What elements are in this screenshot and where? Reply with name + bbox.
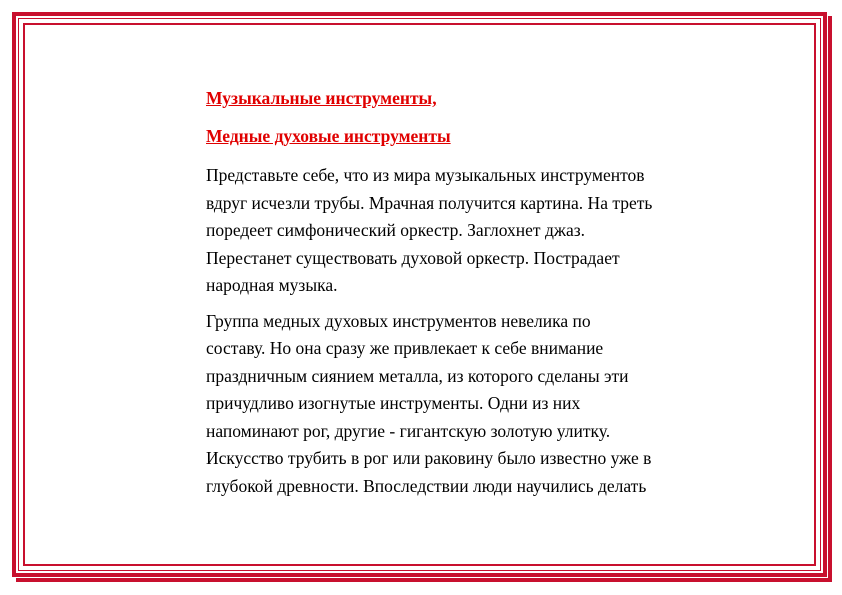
paragraph-line: праздничным сиянием металла, из которого сделаны эти [206, 365, 629, 386]
paragraph-line: Перестанет существовать духовой оркестр. Пострадает [206, 247, 620, 268]
paragraph-line: Представьте себе, что из мира музыкальных инструментов [206, 165, 645, 185]
paragraph-line: глубокой древности. Впоследствии люди научились делать [206, 475, 647, 496]
paragraph-intro [206, 162, 726, 300]
document-content [206, 86, 726, 508]
heading-musical-instruments: Музыкальные инструменты, [206, 88, 437, 108]
frame-shadow-right [828, 16, 832, 581]
paragraph-line: напоминают рог, другие - гигантскую золотую улитку. [206, 420, 611, 441]
paragraph-line: Искусство трубить в рог или раковину было известно уже в [206, 448, 652, 468]
heading-brass-instruments: Медные духовые инструменты [206, 126, 451, 146]
paragraph-line: составу. Но она сразу же привлекает к себе внимание [206, 338, 604, 358]
paragraph-line: народная музыка. [206, 275, 338, 295]
paragraph-line: Группа медных духовых инструментов невелика по [206, 310, 591, 331]
paragraph-line: вдруг исчезли трубы. Мрачная получится картина. На треть [206, 192, 653, 213]
paragraph-line: поредеет симфонический оркестр. Заглохнет джаз. [206, 220, 585, 240]
paragraph-line: причудливо изогнутые инструменты. Одни из них [206, 393, 581, 413]
paragraph-brass-group [206, 308, 726, 501]
frame-shadow-bottom [16, 578, 832, 582]
